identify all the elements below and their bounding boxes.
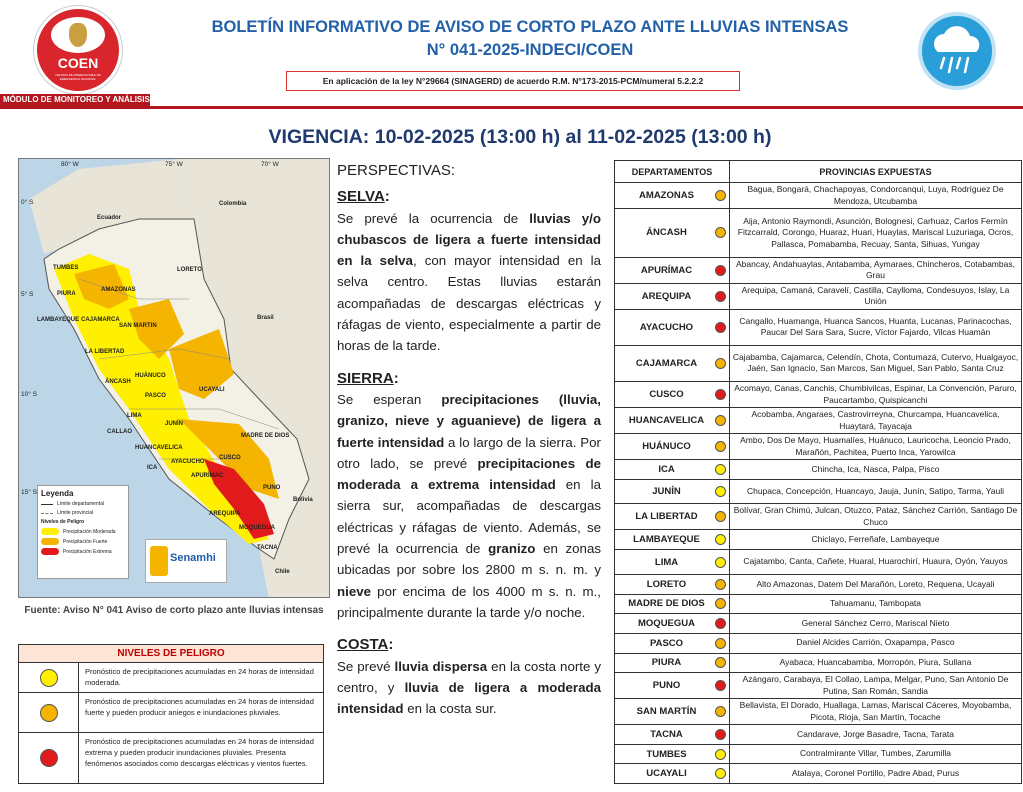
map-region-huanuco: HUÁNUCO bbox=[135, 373, 166, 379]
map-region-cajamarca: CAJAMARCA bbox=[81, 317, 120, 323]
senamhi-logo bbox=[145, 539, 227, 583]
map-legend bbox=[37, 485, 129, 579]
vigencia: VIGENCIA: 10-02-2025 (13:00 h) al 11-02-2025 (13:00 h) bbox=[268, 126, 772, 148]
red-level-icon bbox=[715, 729, 726, 740]
prov-cell: Abancay, Andahuaylas, Antabamba, Aymaraes, Chincheros, Cotabambas, Grau bbox=[736, 258, 1015, 281]
prov-cell: Chiclayo, Ferreñafe, Lambayeque bbox=[811, 534, 940, 545]
orange-level-icon bbox=[715, 441, 726, 452]
red-level-icon bbox=[715, 618, 726, 629]
map-region-ayacucho: AYACUCHO bbox=[171, 459, 205, 465]
dep-name: CAJAMARCA bbox=[635, 357, 698, 369]
red-level-icon bbox=[715, 291, 726, 302]
dep-name: MOQUEGUA bbox=[638, 618, 695, 630]
prov-cell: Candarave, Jorge Basadre, Tacna, Tarata bbox=[796, 728, 955, 739]
table-row bbox=[615, 346, 1021, 382]
table-row bbox=[615, 614, 1021, 634]
legend-nivel-extrema bbox=[41, 548, 125, 555]
map-country-bolivia: Bolivia bbox=[293, 497, 313, 503]
dep-name: PIURA bbox=[651, 657, 682, 669]
dep-name: LIMA bbox=[654, 556, 679, 568]
map-region-amazonas: AMAZONAS bbox=[101, 287, 136, 293]
module-banner: MÓDULO DE MONITOREO Y ANÁLISIS bbox=[0, 94, 150, 106]
danger-level-text: Pronóstico de precipitaciones acumuladas en 24 horas de intensidad extrema y pueden producir inundaciones pluviales. Presenta fenómenos asociados como descargas eléctricas y vientos fuertes. bbox=[85, 737, 314, 768]
red-level-icon bbox=[715, 389, 726, 400]
costa-text: Se prevé lluvia dispersa en la costa norte y centro, y lluvia de ligera a moderada intensidad en la costa sur. bbox=[337, 658, 602, 717]
map-tick-left-2: 5° S bbox=[21, 291, 34, 298]
map-tick-left-4: 15° S bbox=[21, 489, 37, 496]
dep-cell bbox=[615, 209, 730, 257]
map-region-la-libertad: LA LIBERTAD bbox=[85, 349, 125, 355]
danger-level-text: Pronóstico de precipitaciones acumuladas en 24 horas de intensidad fuerte y pueden producir aniegos e inundaciones pluviales. bbox=[85, 697, 314, 717]
dep-cell bbox=[615, 745, 730, 764]
dep-cell bbox=[615, 183, 730, 208]
col-provincias: PROVINCIAS EXPUESTAS bbox=[819, 166, 932, 177]
orange-level-icon bbox=[715, 190, 726, 201]
dep-name: UCAYALI bbox=[646, 768, 687, 780]
prov-cell: Chincha, Ica, Nasca, Palpa, Pisco bbox=[811, 463, 940, 474]
orange-level-icon bbox=[715, 706, 726, 717]
prov-cell: Acobamba, Angaraes, Castrovirreyna, Churcampa, Huancavelica, Huaytará, Tayacaja bbox=[751, 409, 1000, 431]
dep-cell bbox=[615, 258, 730, 283]
selva-text: Se prevé la ocurrencia de lluvias y/o chubascos de ligera a fuerte intensidad en la selva, con mayor intensidad en la selva centro. Estas lluvias estarán acompañadas de descargas eléctricas y ráfagas de viento, especialmente a partir de horas de la tarde. bbox=[337, 210, 601, 354]
dep-cell bbox=[615, 434, 730, 459]
dep-name: LORETO bbox=[646, 578, 687, 590]
table-row bbox=[615, 209, 1021, 258]
selva-heading: SELVA bbox=[337, 188, 385, 206]
map-region-ucayali: UCAYALI bbox=[199, 387, 225, 393]
table-row bbox=[615, 764, 1021, 783]
prov-cell: Bolívar, Gran Chimú, Julcan, Otuzco, Pataz, Sánchez Carrión, Santiago De Chuco bbox=[733, 505, 1018, 527]
danger-level-row bbox=[19, 733, 323, 783]
dep-name: SAN MARTÍN bbox=[636, 706, 697, 718]
map-region-madre-de-dios: MADRE DE DIOS bbox=[241, 433, 290, 439]
dep-name: PUNO bbox=[652, 680, 681, 692]
map-source: Fuente: Aviso N° 041 Aviso de corto plazo ante lluvias intensas bbox=[24, 605, 324, 616]
dep-name: TUMBES bbox=[646, 748, 687, 760]
prov-cell: Tahuamanu, Tambopata bbox=[829, 598, 922, 609]
header-divider bbox=[0, 106, 1023, 109]
costa-heading: COSTA bbox=[337, 636, 389, 654]
red-level-icon bbox=[715, 265, 726, 276]
table-row bbox=[615, 550, 1021, 575]
prov-cell: Arequipa, Camaná, Caravelí, Castilla, Caylloma, Condesuyos, Islay, La Unión bbox=[741, 284, 1010, 307]
orange-level-icon bbox=[40, 704, 58, 722]
orange-level-icon bbox=[715, 598, 726, 609]
prov-cell: Bagua, Bongará, Chachapoyas, Condorcanqui, Luya, Rodríguez De Mendoza, Utcubamba bbox=[747, 184, 1004, 206]
map-tick-top-3: 70° W bbox=[261, 161, 279, 168]
danger-levels-table bbox=[18, 644, 324, 784]
map-region-loreto: LORETO bbox=[177, 267, 202, 273]
red-level-icon bbox=[715, 322, 726, 333]
dep-name: AMAZONAS bbox=[639, 190, 694, 201]
table-row bbox=[615, 382, 1021, 408]
map-region-lima: LIMA bbox=[127, 413, 142, 419]
yellow-level-icon bbox=[40, 669, 58, 687]
dep-cell bbox=[615, 614, 730, 633]
map-region-ica: ICA bbox=[147, 465, 158, 471]
table-row bbox=[615, 530, 1021, 550]
yellow-level-icon bbox=[715, 464, 726, 475]
table-row bbox=[615, 699, 1021, 725]
dep-cell bbox=[615, 284, 730, 309]
table-row bbox=[615, 480, 1021, 505]
map-region-moquegua: MOQUEGUA bbox=[239, 525, 275, 531]
dep-name: ICA bbox=[658, 463, 675, 475]
dep-name: PASCO bbox=[649, 637, 684, 649]
prov-cell: Ayabaca, Huancabamba, Morropón, Piura, Sullana bbox=[779, 657, 972, 668]
map-region-lambayeque: LAMBAYEQUE bbox=[37, 317, 80, 323]
dep-name: HUANCAVELICA bbox=[628, 415, 705, 427]
col-departamentos: DEPARTAMENTOS bbox=[615, 161, 730, 182]
rain-cloud-icon bbox=[918, 12, 996, 90]
prov-cell: Bellavista, El Dorado, Huallaga, Lamas, Mariscal Cáceres, Moyobamba, Picota, Rioja, San Martín, Tocache bbox=[739, 700, 1012, 722]
dep-name: HUÁNUCO bbox=[642, 441, 691, 453]
map-country-ecuador: Ecuador bbox=[97, 215, 122, 221]
yellow-level-icon bbox=[715, 486, 726, 497]
prov-cell: Cajatambo, Canta, Cañete, Huaral, Huarochirí, Huaura, Oyón, Yauyos bbox=[743, 556, 1008, 567]
map-tick-left-1: 0° S bbox=[21, 199, 34, 206]
legend-nivel-moderada bbox=[41, 528, 125, 535]
dep-cell bbox=[615, 310, 730, 345]
table-body bbox=[615, 183, 1021, 783]
legend-nivel-fuerte-label: Precipitación Fuerte bbox=[63, 538, 108, 545]
dep-name: ÁNCASH bbox=[646, 227, 687, 239]
legend-item-prov-label: Límite provincial bbox=[57, 510, 94, 516]
prov-cell: Alto Amazonas, Datem Del Marañón, Loreto, Requena, Ucayali bbox=[756, 578, 995, 589]
orange-level-icon bbox=[715, 579, 726, 590]
dep-name: AREQUIPA bbox=[641, 290, 692, 302]
yellow-level-icon bbox=[715, 768, 726, 779]
danger-level-row bbox=[19, 663, 323, 693]
table-row bbox=[615, 595, 1021, 615]
yellow-level-icon bbox=[715, 557, 726, 568]
logo-text: COEN bbox=[57, 55, 99, 71]
dep-name: TACNA bbox=[650, 728, 683, 740]
yellow-level-icon bbox=[715, 749, 726, 760]
senamhi-text: Senamhi bbox=[170, 552, 216, 564]
table-row bbox=[615, 654, 1021, 674]
map-region-arequipa: AREQUIPA bbox=[209, 511, 241, 517]
table-row bbox=[615, 434, 1021, 460]
dep-name: LA LIBERTAD bbox=[635, 511, 698, 523]
orange-level-icon bbox=[715, 657, 726, 668]
prov-cell: Ambo, Dos De Mayo, Huamalíes, Huánuco, Lauricocha, Leoncio Prado, Marañón, Pachitea, Puerto Inca, Yarowilca bbox=[740, 435, 1011, 457]
dep-name: CUSCO bbox=[649, 389, 684, 401]
dep-cell bbox=[615, 346, 730, 381]
dep-name: JUNÍN bbox=[652, 486, 681, 498]
orange-level-icon bbox=[715, 511, 726, 522]
danger-level-row bbox=[19, 693, 323, 733]
map-region-callao: CALLAO bbox=[107, 429, 132, 435]
perspectivas-title: PERSPECTIVAS bbox=[337, 162, 451, 179]
prov-cell: Aija, Antonio Raymondi, Asunción, Bolognesi, Carhuaz, Carlos Fermín Fitzcarrald, Corongo, Huaraz, Huari, Huaylas, Mariscal Luzuriaga, Ocros, Pallasca, Pomabamba, Recuay, Santa, Sihuas, Yungay bbox=[737, 215, 1014, 249]
table-row bbox=[615, 634, 1021, 654]
legend-item-dep-label: Límite departamental bbox=[57, 501, 104, 507]
prov-cell: Daniel Alcides Carrión, Oxapampa, Pasco bbox=[796, 637, 955, 648]
dep-cell bbox=[615, 480, 730, 504]
senamhi-icon bbox=[150, 546, 168, 576]
table-row bbox=[615, 408, 1021, 434]
prov-cell: Cajabamba, Cajamarca, Celendín, Chota, Contumazá, Cutervo, Hualgayoc, Jaén, San Ignacio, San Marcos, San Miguel, San Pablo, Santa Cruz bbox=[732, 351, 1019, 374]
map-region-tacna: TACNA bbox=[257, 545, 278, 551]
map-tick-left-3: 10° S bbox=[21, 391, 37, 398]
dep-cell bbox=[615, 575, 730, 594]
legend-title: Leyenda bbox=[41, 489, 74, 498]
peru-warning-map bbox=[18, 158, 330, 598]
map-region-piura: PIURA bbox=[57, 291, 76, 297]
prov-cell: Contralmirante Villar, Tumbes, Zarumilla bbox=[799, 748, 951, 759]
table-header bbox=[615, 161, 1021, 183]
dep-cell bbox=[615, 550, 730, 574]
title-line-2: N° 041-2025-INDECI/COEN bbox=[426, 41, 634, 59]
dep-cell bbox=[615, 460, 730, 479]
dep-name: AYACUCHO bbox=[639, 321, 694, 333]
prov-cell: Cangallo, Huamanga, Huanca Sancos, Huanta, Lucanas, Parinacochas, Paucar Del Sara Sara, Sucre, Víctor Fajardo, Vilcas Huamán bbox=[739, 315, 1012, 338]
dep-cell bbox=[615, 654, 730, 673]
dep-cell bbox=[615, 764, 730, 783]
dep-name: MADRE DE DIOS bbox=[628, 598, 705, 610]
legend-nivel-moderada-label: Precipitación Moderada bbox=[63, 528, 116, 535]
map-region-pasco: PASCO bbox=[145, 393, 166, 399]
map-country-brasil: Brasil bbox=[257, 315, 274, 321]
coat-of-arms-icon bbox=[51, 17, 105, 53]
prov-cell: Azángaro, Carabaya, El Collao, Lampa, Melgar, Puno, San Antonio De Putina, San Román, Sandia bbox=[742, 674, 1009, 696]
red-level-icon bbox=[40, 749, 58, 767]
orange-level-icon bbox=[715, 638, 726, 649]
table-row bbox=[615, 504, 1021, 530]
coen-logo bbox=[34, 6, 122, 94]
sierra-heading: SIERRA bbox=[337, 369, 394, 387]
prov-cell: Acomayo, Canas, Canchis, Chumbivilcas, Espinar, La Convención, Paruro, Paucartambo, Quispicanchi bbox=[734, 383, 1017, 405]
orange-level-icon bbox=[715, 358, 726, 369]
dep-cell bbox=[615, 699, 730, 724]
logo-subtitle: CENTRO DE OPERACIONES DE EMERGENCIA NACIONAL bbox=[55, 73, 101, 81]
table-row bbox=[615, 673, 1021, 699]
dep-cell bbox=[615, 725, 730, 744]
title-line-1: BOLETÍN INFORMATIVO DE AVISO DE CORTO PLAZO ANTE LLUVIAS INTENSAS bbox=[211, 18, 849, 36]
legend-item-prov bbox=[41, 510, 125, 516]
table-row bbox=[615, 258, 1021, 284]
table-row bbox=[615, 745, 1021, 765]
dep-cell bbox=[615, 408, 730, 433]
bulletin-title bbox=[180, 16, 880, 62]
table-row bbox=[615, 575, 1021, 595]
legend-item-dep bbox=[41, 501, 125, 507]
map-region-huancavelica: HUANCAVELICA bbox=[135, 445, 183, 451]
dep-name: APURÍMAC bbox=[640, 264, 693, 276]
dep-cell bbox=[615, 382, 730, 407]
map-region-apurimac: APURÍMAC bbox=[191, 473, 224, 479]
map-region-san-martin: SAN MARTIN bbox=[119, 323, 157, 329]
map-region-tumbes: TUMBES bbox=[53, 265, 79, 271]
table-row bbox=[615, 460, 1021, 480]
table-row bbox=[615, 284, 1021, 310]
legend-niveles-title: Niveles de Peligro bbox=[41, 519, 85, 525]
orange-level-icon bbox=[715, 227, 726, 238]
dep-cell bbox=[615, 634, 730, 653]
prov-cell: Atalaya, Coronel Portillo, Padre Abad, Purus bbox=[791, 767, 960, 778]
orange-level-icon bbox=[715, 415, 726, 426]
red-level-icon bbox=[715, 680, 726, 691]
table-row bbox=[615, 310, 1021, 346]
map-region-ancash: ÁNCASH bbox=[105, 379, 131, 385]
map-tick-top-2: 75° W bbox=[165, 161, 183, 168]
perspectivas: PERSPECTIVAS: SELVA: Se prevé la ocurrencia de lluvias y/o chubascos de ligera a fuerte intensidad en la selva, con mayor intensidad en la selva centro. Estas lluvias estarán acompañadas de descargas eléctricas y ráfagas de viento, especialmente a partir de horas de la tarde. SIERRA: Se esperan precipitaciones (lluvia, granizo, nieve y aguanieve) de ligera a fuerte intensidad a lo largo de la sierra. Por otro lado, se prevé precipitaciones de moderada a extrema intensidad en la sierra sur, acompañadas de descargas eléctricas y ráfagas de viento. Además, se prevé la ocurrencia de granizo en zonas ubicadas por sobre los 2800 m s. n. m. y nieve por encima de los 4000 m s. n. m., principalmente durante la tarde y/o noche. COSTA: Se prevé lluvia dispersa en la costa norte y centro, y lluvia de ligera a moderada intensidad en la costa sur. bbox=[337, 160, 601, 719]
dep-cell bbox=[615, 595, 730, 614]
danger-levels-title: NIVELES DE PELIGRO bbox=[19, 645, 323, 663]
map-tick-top-1: 80° W bbox=[61, 161, 79, 168]
prov-cell: Chupaca, Concepción, Huancayo, Jauja, Junín, Satipo, Tarma, Yauli bbox=[746, 485, 1005, 496]
dep-name: LAMBAYEQUE bbox=[633, 534, 700, 546]
danger-level-text: Pronóstico de precipitaciones acumuladas en 24 horas de intensidad moderada. bbox=[85, 667, 314, 687]
map-country-chile: Chile bbox=[275, 569, 290, 575]
map-region-junin: JUNÍN bbox=[165, 421, 184, 427]
legend-nivel-fuerte bbox=[41, 538, 125, 545]
table-row bbox=[615, 183, 1021, 209]
map-region-puno: PUNO bbox=[263, 485, 281, 491]
map-region-cusco: CUSCO bbox=[219, 455, 241, 461]
sierra-text: Se esperan precipitaciones (lluvia, granizo, nieve y aguanieve) de ligera a fuerte intensidad a lo largo de la sierra. Por otro lado, se prevé precipitaciones de moderada a extrema intensidad en la sierra sur, acompañadas de descargas eléctricas y ráfagas de viento. Además, se prevé la ocurrencia de granizo en zonas ubicadas por sobre los 2800 m s. n. m. y nieve por encima de los 4000 m s. n. m., principalmente durante la tarde y/o noche. bbox=[337, 391, 601, 620]
table-row bbox=[615, 725, 1021, 745]
prov-cell: General Sánchez Cerro, Mariscal Nieto bbox=[801, 617, 950, 628]
dep-cell bbox=[615, 530, 730, 549]
yellow-level-icon bbox=[715, 534, 726, 545]
dep-cell bbox=[615, 673, 730, 698]
legend-nivel-extrema-label: Precipitación Extrema bbox=[63, 548, 112, 555]
law-note: En aplicación de la ley N°29664 (SINAGERD) de acuerdo R.M. N°173-2015-PCM/numeral 5.2.2.2 bbox=[286, 71, 740, 91]
departments-table bbox=[614, 160, 1022, 784]
map-country-colombia: Colombia bbox=[219, 201, 247, 207]
dep-cell bbox=[615, 504, 730, 529]
